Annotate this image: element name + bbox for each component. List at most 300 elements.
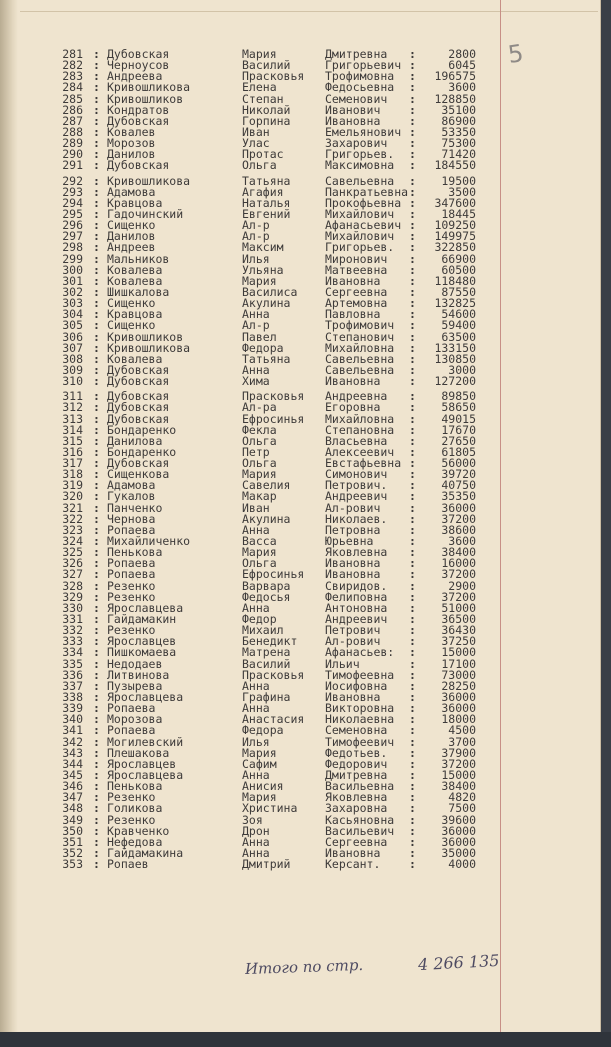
first-name: Хима bbox=[242, 374, 270, 389]
amount: 36500 bbox=[441, 612, 476, 627]
total-label: Итого по стр. bbox=[244, 955, 364, 979]
first-name: Улас bbox=[242, 136, 270, 151]
patronymic: Андреевич bbox=[325, 489, 388, 504]
amount-colon: : bbox=[409, 340, 416, 355]
amount: 71420 bbox=[441, 147, 476, 162]
amount-colon: : bbox=[409, 456, 416, 471]
amount-colon: : bbox=[409, 823, 416, 838]
amount: 18445 bbox=[441, 206, 476, 221]
patronymic: Керсант. bbox=[325, 857, 381, 872]
first-name: Графина bbox=[242, 690, 291, 705]
row-number: 297 bbox=[62, 229, 83, 244]
first-name: Прасковья bbox=[242, 389, 305, 404]
row-number: 320 bbox=[62, 489, 83, 504]
amount-colon: : bbox=[409, 667, 416, 682]
surname: Ковалев bbox=[107, 124, 156, 139]
table-row bbox=[0, 242, 600, 253]
patronymic: Яковлевна bbox=[325, 790, 388, 805]
table-row bbox=[0, 298, 600, 309]
row-number: 300 bbox=[62, 262, 83, 277]
amount: 7500 bbox=[448, 801, 476, 816]
table-row bbox=[0, 781, 600, 792]
surname: Адамова bbox=[107, 478, 156, 493]
amount: 40750 bbox=[441, 478, 476, 493]
row-dots: : bbox=[93, 456, 100, 471]
first-name: Акулина bbox=[242, 511, 291, 526]
row-dots: : bbox=[93, 262, 100, 277]
patronymic: Панкратьевна bbox=[325, 184, 409, 199]
surname: Дубовская bbox=[107, 456, 170, 471]
amount: 36000 bbox=[441, 500, 476, 515]
patronymic: Ильич bbox=[325, 656, 360, 671]
table-row bbox=[0, 362, 600, 377]
row-dots: : bbox=[93, 823, 100, 838]
first-name: Ал-ра bbox=[242, 400, 277, 415]
patronymic: Тимофеевич bbox=[325, 734, 395, 749]
surname: Сищенко bbox=[107, 318, 156, 333]
patronymic: Федосьевна bbox=[325, 80, 395, 95]
amount: 58650 bbox=[441, 400, 476, 415]
patronymic: Сергеевна bbox=[325, 834, 388, 849]
row-dots: : bbox=[93, 184, 100, 199]
amount-colon: : bbox=[409, 768, 416, 782]
row-dots: : bbox=[93, 411, 100, 426]
row-dots: : bbox=[93, 600, 100, 615]
surname: Шишкалова bbox=[107, 284, 170, 299]
amount: 196575 bbox=[434, 69, 476, 84]
row-number: 286 bbox=[62, 102, 83, 117]
row-number: 315 bbox=[62, 433, 83, 448]
row-number: 310 bbox=[62, 374, 83, 389]
table-row bbox=[0, 71, 600, 82]
row-dots: : bbox=[93, 834, 100, 849]
row-dots: : bbox=[93, 768, 100, 782]
patronymic: Миронович bbox=[325, 251, 388, 266]
surname: Могилевский bbox=[107, 734, 184, 749]
patronymic: Дмитревна bbox=[325, 47, 388, 61]
row-number: 333 bbox=[62, 634, 83, 649]
row-number: 292 bbox=[62, 173, 83, 188]
patronymic: Ал-рович bbox=[325, 634, 381, 649]
first-name: Анна bbox=[242, 362, 270, 377]
patronymic: Матвеевна bbox=[325, 262, 388, 277]
first-name: Мария bbox=[242, 467, 277, 482]
patronymic: Афанасьевич bbox=[325, 218, 402, 233]
first-name: Федора bbox=[242, 723, 284, 738]
table-row bbox=[0, 102, 600, 117]
surname: Сищенко bbox=[107, 296, 156, 311]
surname: Гадочинский bbox=[107, 206, 184, 221]
table-row bbox=[0, 458, 600, 469]
patronymic: Захаровна bbox=[325, 801, 388, 816]
patronymic: Антоновна bbox=[325, 600, 388, 615]
row-number: 347 bbox=[62, 790, 83, 805]
first-name: Васса bbox=[242, 534, 277, 549]
surname: Бондаренко bbox=[107, 444, 177, 459]
amount-colon: : bbox=[409, 229, 416, 244]
patronymic: Захарович bbox=[325, 136, 388, 151]
amount-colon: : bbox=[409, 351, 416, 366]
table-row bbox=[0, 614, 600, 625]
surname: Гайдамакина bbox=[107, 845, 184, 860]
amount: 3600 bbox=[448, 80, 476, 95]
patronymic: Юрьевна bbox=[325, 534, 374, 549]
surname: Гайдамакин bbox=[107, 612, 177, 627]
row-dots: : bbox=[93, 645, 100, 660]
amount-colon: : bbox=[409, 206, 416, 221]
surname: Ярославцев bbox=[107, 756, 177, 771]
first-name: Горпина bbox=[242, 113, 291, 128]
patronymic: Федорович bbox=[325, 756, 388, 771]
amount: 36430 bbox=[441, 623, 476, 638]
amount: 2800 bbox=[448, 47, 476, 61]
row-number: 307 bbox=[62, 340, 83, 355]
row-number: 331 bbox=[62, 612, 83, 627]
first-name: Иван bbox=[242, 500, 270, 515]
row-number: 353 bbox=[62, 857, 83, 872]
table-row bbox=[0, 745, 600, 760]
patronymic: Михайлович bbox=[325, 229, 395, 244]
row-number: 321 bbox=[62, 500, 83, 515]
amount-colon: : bbox=[409, 296, 416, 311]
amount: 4000 bbox=[448, 857, 476, 872]
table-row bbox=[0, 444, 600, 459]
row-number: 351 bbox=[62, 834, 83, 849]
patronymic: Фелиповна bbox=[325, 589, 388, 604]
row-number: 299 bbox=[62, 251, 83, 266]
row-dots: : bbox=[93, 478, 100, 493]
table-row bbox=[0, 251, 600, 266]
first-name: Анна bbox=[242, 678, 270, 693]
row-number: 350 bbox=[62, 823, 83, 838]
first-name: Петр bbox=[242, 444, 270, 459]
row-number: 344 bbox=[62, 756, 83, 771]
row-dots: : bbox=[93, 318, 100, 333]
amount-colon: : bbox=[409, 47, 416, 61]
row-number: 322 bbox=[62, 511, 83, 526]
amount: 86900 bbox=[441, 113, 476, 128]
row-dots: : bbox=[93, 779, 100, 794]
first-name: Наталья bbox=[242, 195, 291, 210]
amount-colon: : bbox=[409, 556, 416, 571]
table-row bbox=[0, 309, 600, 320]
ledger-rows bbox=[0, 49, 600, 870]
amount: 39600 bbox=[441, 812, 476, 827]
patronymic: Ивановна bbox=[325, 113, 381, 128]
amount: 3000 bbox=[448, 362, 476, 377]
surname: Голикова bbox=[107, 801, 163, 816]
row-number: 337 bbox=[62, 678, 83, 693]
patronymic: Тимофеевна bbox=[325, 667, 395, 682]
row-number: 319 bbox=[62, 478, 83, 493]
first-name: Ефросинья bbox=[242, 411, 305, 426]
patronymic: Прокофьевна bbox=[325, 195, 402, 210]
row-number: 289 bbox=[62, 136, 83, 151]
amount-colon: : bbox=[409, 857, 416, 872]
row-dots: : bbox=[93, 857, 100, 872]
amount-colon: : bbox=[409, 374, 416, 389]
row-dots: : bbox=[93, 389, 100, 404]
surname: Андреев bbox=[107, 240, 156, 255]
patronymic: Иосифовна bbox=[325, 678, 388, 693]
patronymic: Михайлович bbox=[325, 206, 395, 221]
table-row bbox=[0, 522, 600, 537]
row-number: 281 bbox=[62, 47, 83, 61]
first-name: Прасковья bbox=[242, 667, 305, 682]
amount: 37200 bbox=[441, 511, 476, 526]
row-dots: : bbox=[93, 634, 100, 649]
surname: Ропаева bbox=[107, 723, 156, 738]
table-row bbox=[0, 600, 600, 615]
surname: Недодаев bbox=[107, 656, 163, 671]
amount: 17670 bbox=[441, 422, 476, 437]
patronymic: Ивановна bbox=[325, 845, 381, 860]
patronymic: Яковлевна bbox=[325, 545, 388, 560]
amount-colon: : bbox=[409, 612, 416, 627]
row-number: 339 bbox=[62, 701, 83, 716]
row-number: 330 bbox=[62, 600, 83, 615]
amount: 19500 bbox=[441, 173, 476, 188]
row-number: 304 bbox=[62, 307, 83, 322]
table-row bbox=[0, 578, 600, 593]
amount-colon: : bbox=[409, 589, 416, 604]
row-dots: : bbox=[93, 422, 100, 437]
first-name: Мария bbox=[242, 47, 277, 61]
patronymic: Николаев. bbox=[325, 511, 388, 526]
amount: 128850 bbox=[434, 91, 476, 106]
table-row bbox=[0, 138, 600, 149]
patronymic: Григорьев. bbox=[325, 240, 395, 255]
patronymic: Николаевна bbox=[325, 712, 395, 727]
surname: Ропаева bbox=[107, 556, 156, 571]
first-name: Агафия bbox=[242, 184, 284, 199]
patronymic: Семеновна bbox=[325, 723, 388, 738]
surname: Ропаев bbox=[107, 857, 149, 872]
amount: 4500 bbox=[448, 723, 476, 738]
row-number: 293 bbox=[62, 184, 83, 199]
patronymic: Алексеевич bbox=[325, 444, 395, 459]
first-name: Анастасия bbox=[242, 712, 305, 727]
table-row bbox=[0, 480, 600, 491]
amount-colon: : bbox=[409, 690, 416, 705]
table-row bbox=[0, 220, 600, 231]
amount: 73000 bbox=[441, 667, 476, 682]
amount: 149975 bbox=[434, 229, 476, 244]
first-name: Татьяна bbox=[242, 173, 291, 188]
patronymic: Васильевна bbox=[325, 779, 395, 794]
row-number: 338 bbox=[62, 690, 83, 705]
surname: Дубовская bbox=[107, 47, 170, 61]
table-row bbox=[0, 82, 600, 93]
amount: 184550 bbox=[434, 158, 476, 173]
row-dots: : bbox=[93, 158, 100, 173]
first-name: Савелия bbox=[242, 478, 291, 493]
surname: Ярославцева bbox=[107, 600, 184, 615]
patronymic: Трофимовна bbox=[325, 69, 395, 84]
surname: Кравцова bbox=[107, 307, 163, 322]
amount-colon: : bbox=[409, 80, 416, 95]
table-row bbox=[0, 173, 600, 188]
row-dots: : bbox=[93, 362, 100, 377]
row-number: 324 bbox=[62, 534, 83, 549]
amount-colon: : bbox=[409, 600, 416, 615]
row-dots: : bbox=[93, 467, 100, 482]
amount: 37250 bbox=[441, 634, 476, 649]
table-row bbox=[0, 206, 600, 221]
patronymic: Афанасьев: bbox=[325, 645, 395, 660]
patronymic: Ивановна bbox=[325, 273, 381, 288]
row-number: 284 bbox=[62, 80, 83, 95]
amount: 37200 bbox=[441, 567, 476, 582]
row-number: 283 bbox=[62, 69, 83, 84]
patronymic: Павловна bbox=[325, 307, 381, 322]
row-dots: : bbox=[93, 296, 100, 311]
amount-colon: : bbox=[409, 779, 416, 794]
row-number: 335 bbox=[62, 656, 83, 671]
amount: 89850 bbox=[441, 389, 476, 404]
row-number: 327 bbox=[62, 567, 83, 582]
amount: 36000 bbox=[441, 834, 476, 849]
amount: 4820 bbox=[448, 790, 476, 805]
table-row bbox=[0, 845, 600, 860]
amount: 132825 bbox=[434, 296, 476, 311]
row-number: 295 bbox=[62, 206, 83, 221]
row-dots: : bbox=[93, 545, 100, 560]
table-row bbox=[0, 284, 600, 299]
amount: 35350 bbox=[441, 489, 476, 504]
surname: Панченко bbox=[107, 500, 163, 515]
row-number: 294 bbox=[62, 195, 83, 210]
amount-colon: : bbox=[409, 433, 416, 448]
amount-colon: : bbox=[409, 251, 416, 266]
row-number: 352 bbox=[62, 845, 83, 860]
amount-colon: : bbox=[409, 318, 416, 333]
row-number: 288 bbox=[62, 124, 83, 139]
amount: 63500 bbox=[441, 329, 476, 344]
row-dots: : bbox=[93, 400, 100, 415]
amount: 127200 bbox=[434, 374, 476, 389]
row-dots: : bbox=[93, 734, 100, 749]
row-dots: : bbox=[93, 136, 100, 151]
row-number: 282 bbox=[62, 58, 83, 73]
first-name: Акулина bbox=[242, 296, 291, 311]
patronymic: Васильевич bbox=[325, 823, 395, 838]
amount: 133150 bbox=[434, 340, 476, 355]
first-name: Ольга bbox=[242, 158, 277, 173]
table-row bbox=[0, 91, 600, 106]
table-row bbox=[0, 625, 600, 636]
surname: Пишкомаева bbox=[107, 645, 177, 660]
surname: Резенко bbox=[107, 623, 156, 638]
amount: 27650 bbox=[441, 433, 476, 448]
row-dots: : bbox=[93, 678, 100, 693]
amount: 15000 bbox=[441, 645, 476, 660]
patronymic: Дмитревна bbox=[325, 768, 388, 782]
row-dots: : bbox=[93, 374, 100, 389]
patronymic: Ивановна bbox=[325, 690, 381, 705]
row-dots: : bbox=[93, 91, 100, 106]
row-dots: : bbox=[93, 578, 100, 593]
first-name: Татьяна bbox=[242, 351, 291, 366]
row-number: 318 bbox=[62, 467, 83, 482]
patronymic: Симонович bbox=[325, 467, 388, 482]
patronymic: Андреевна bbox=[325, 389, 388, 404]
row-dots: : bbox=[93, 173, 100, 188]
patronymic: Михайловна bbox=[325, 340, 395, 355]
table-row bbox=[0, 231, 600, 242]
row-number: 316 bbox=[62, 444, 83, 459]
surname: Ярославцева bbox=[107, 768, 184, 782]
first-name: Макар bbox=[242, 489, 277, 504]
patronymic: Сергеевна bbox=[325, 284, 388, 299]
patronymic: Ивановна bbox=[325, 567, 381, 582]
table-row bbox=[0, 859, 600, 870]
surname: Ропаева bbox=[107, 701, 156, 716]
amount: 28250 bbox=[441, 678, 476, 693]
row-dots: : bbox=[93, 812, 100, 827]
amount: 38400 bbox=[441, 545, 476, 560]
row-dots: : bbox=[93, 790, 100, 805]
amount: 59400 bbox=[441, 318, 476, 333]
surname: Адамова bbox=[107, 184, 156, 199]
row-number: 317 bbox=[62, 456, 83, 471]
table-row bbox=[0, 195, 600, 210]
patronymic: Касьяновна bbox=[325, 812, 395, 827]
row-dots: : bbox=[93, 147, 100, 162]
row-number: 328 bbox=[62, 578, 83, 593]
surname: Пенькова bbox=[107, 545, 163, 560]
amount-colon: : bbox=[409, 307, 416, 322]
amount-colon: : bbox=[409, 534, 416, 549]
row-number: 341 bbox=[62, 723, 83, 738]
amount-colon: : bbox=[409, 734, 416, 749]
surname: Ярославцев bbox=[107, 634, 177, 649]
table-row bbox=[0, 834, 600, 849]
amount-colon: : bbox=[409, 578, 416, 593]
amount: 2900 bbox=[448, 578, 476, 593]
amount: 3700 bbox=[448, 734, 476, 749]
table-row bbox=[0, 667, 600, 682]
surname: Пенькова bbox=[107, 779, 163, 794]
first-name: Павел bbox=[242, 329, 277, 344]
first-name: Ефросинья bbox=[242, 567, 305, 582]
amount-colon: : bbox=[409, 444, 416, 459]
patronymic: Трофимович bbox=[325, 318, 395, 333]
surname: Морозов bbox=[107, 136, 156, 151]
amount-colon: : bbox=[409, 113, 416, 128]
patronymic: Евстафьевна bbox=[325, 456, 402, 471]
table-row bbox=[0, 725, 600, 736]
row-number: 346 bbox=[62, 779, 83, 794]
surname: Дубовская bbox=[107, 400, 170, 415]
amount-colon: : bbox=[409, 218, 416, 233]
patronymic: Ал-рович bbox=[325, 500, 381, 515]
surname: Кривошликов bbox=[107, 91, 184, 106]
row-dots: : bbox=[93, 756, 100, 771]
row-number: 298 bbox=[62, 240, 83, 255]
amount-colon: : bbox=[409, 522, 416, 537]
first-name: Мария bbox=[242, 545, 277, 560]
first-name: Дрон bbox=[242, 823, 270, 838]
patronymic: Андреевич bbox=[325, 612, 388, 627]
row-dots: : bbox=[93, 667, 100, 682]
row-number: 340 bbox=[62, 712, 83, 727]
amount: 35100 bbox=[441, 102, 476, 117]
patronymic: Семенович bbox=[325, 91, 388, 106]
row-number: 306 bbox=[62, 329, 83, 344]
amount-colon: : bbox=[409, 362, 416, 377]
row-dots: : bbox=[93, 433, 100, 448]
